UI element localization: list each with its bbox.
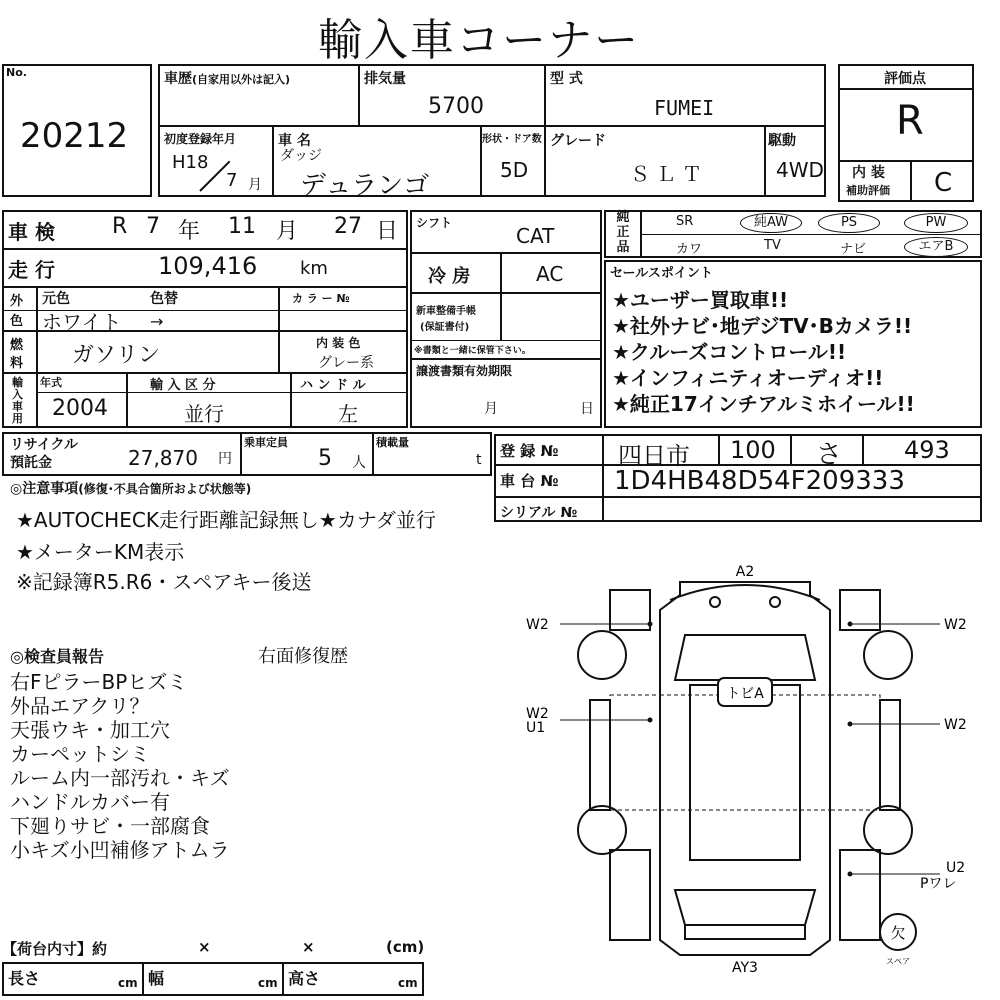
diagram-pwa: Pワレ — [920, 876, 957, 892]
chassis-label: 車 台 № — [500, 472, 559, 490]
serial-label: シリアル № — [500, 505, 578, 521]
import-year-label: 年式 — [40, 376, 62, 389]
first-reg-era: H18 — [172, 152, 209, 173]
diagram-w2-right-mid: W2 — [944, 717, 967, 733]
score-label: 評価点 — [884, 71, 926, 87]
inspection-month-unit: 月 — [276, 219, 299, 244]
import-type-label: 輸 入 区 分 — [150, 378, 216, 393]
import-label-2: 入 — [12, 388, 23, 401]
fuel-label-1: 燃 — [10, 338, 24, 353]
page-title: 輸入車コーナー — [318, 15, 640, 66]
car-maker: ダッジ — [280, 148, 322, 164]
interior-color-value: グレー系 — [318, 355, 374, 371]
sales-point-1: ★ユーザー買取車!! — [612, 288, 789, 312]
transfer-day-unit: 日 — [580, 401, 594, 417]
cargo-width-cm: cm — [258, 976, 278, 990]
equip-airbag: エアB — [904, 237, 968, 257]
shift-value: CAT — [516, 224, 555, 248]
import-label-1: 輸 — [12, 376, 23, 389]
ac-label: 冷 房 — [428, 266, 471, 287]
handle-value: 左 — [338, 402, 358, 426]
diagram-a2: A2 — [735, 564, 755, 580]
interior-color-label: 内 装 色 — [316, 336, 361, 350]
equip-pw: PW — [904, 213, 968, 233]
note-line-2: ★メーターKM表示 — [16, 540, 185, 564]
equip-ps: PS — [818, 213, 880, 233]
capacity-value: 5 — [318, 446, 332, 471]
inspection-label: 車 検 — [8, 220, 55, 244]
equipment-label: 純正品 — [616, 210, 630, 255]
diagram-ay3: AY3 — [732, 960, 758, 976]
car-name-label: 車 名 — [278, 133, 311, 149]
inspector-repair: 右面修復歴 — [258, 646, 348, 667]
cargo-box — [2, 962, 424, 996]
diagram-spare-mark: 欠 — [890, 924, 906, 942]
notes-header: ◎注意事項(修復･不具合箇所および状態等) — [10, 481, 252, 497]
cargo-unit: (cm) — [386, 938, 425, 956]
inspection-era: R — [112, 214, 128, 239]
load-unit: t — [476, 452, 482, 468]
inspection-day: 27 — [334, 214, 362, 239]
sales-point-3: ★クルーズコントロール!! — [612, 340, 847, 364]
color-code-label: カ ラ ー № — [292, 292, 350, 305]
transfer-docs-label: 譲渡書類有効期限 — [416, 364, 513, 378]
inspection-month: 11 — [228, 214, 256, 239]
cargo-x1: × — [198, 938, 211, 956]
diagram-w2-left-mid: W2 — [526, 706, 549, 722]
color-change-label: 色替 — [150, 291, 178, 307]
ac-value: AC — [536, 262, 564, 286]
cargo-width: 幅 — [148, 969, 165, 988]
equip-tv: TV — [764, 238, 781, 253]
import-label-3: 車 — [12, 400, 23, 413]
import-type: 並行 — [184, 402, 224, 426]
diagram-w2-right-top: W2 — [944, 617, 967, 633]
grade-value: ＳＬＴ — [630, 162, 708, 186]
first-reg-month-unit: 月 — [248, 177, 262, 193]
car-name: デュランゴ — [300, 171, 430, 201]
doors-label: 形状・ドア数 — [482, 134, 542, 145]
diagram-u2: U2 — [946, 860, 966, 876]
inspector-line-6: ハンドルカバー有 — [10, 790, 170, 814]
inspection-year-unit: 年 — [178, 219, 201, 244]
import-year: 2004 — [52, 396, 108, 421]
equip-leather: カワ — [676, 242, 703, 257]
interior-score-sub: 補助評価 — [846, 184, 890, 197]
note-line-1: ★AUTOCHECK走行距離記録無し★カナダ並行 — [16, 508, 436, 532]
sales-point-5: ★純正17インチアルミホイール!! — [612, 392, 915, 416]
color-arrow: → — [150, 312, 164, 331]
recycle-label-1: リサイクル — [10, 437, 79, 453]
color-label-2: 色 — [10, 314, 24, 329]
transfer-month-unit: 月 — [484, 401, 498, 417]
lot-number: 20212 — [20, 116, 129, 156]
drive-label: 駆動 — [768, 133, 796, 149]
inspector-header: ◎検査員報告 — [10, 647, 104, 666]
color-label-1: 外 — [10, 294, 24, 309]
score-value: R — [896, 98, 924, 144]
warranty-label-2: (保証書付) — [420, 322, 470, 333]
diagram-tobi: トビA — [726, 686, 764, 702]
inspector-line-1: 右FピラーBPヒズミ — [10, 670, 188, 694]
diagram-spare-label: スペア — [886, 957, 910, 966]
inspection-year: 7 — [146, 214, 160, 239]
diagram-u1: U1 — [526, 720, 546, 736]
mileage-value: 109,416 — [158, 252, 258, 280]
interior-score-value: C — [934, 168, 953, 198]
inspector-line-2: 外品エアクリ？ — [10, 694, 150, 718]
first-reg-month: 7 — [226, 170, 238, 191]
registration-city: 四日市 — [618, 442, 690, 470]
inspector-line-4: カーペットシミ — [10, 742, 150, 766]
color-value: ホワイト — [42, 310, 122, 334]
registration-class: 100 — [730, 436, 776, 464]
mileage-label: 走 行 — [8, 258, 55, 282]
note-line-3: ※記録簿R5.R6・スペアキー後送 — [16, 570, 312, 594]
inspector-line-5: ルーム内一部汚れ・キズ — [10, 766, 230, 790]
equip-pure-aw: 純AW — [740, 213, 802, 233]
color-orig-label: 元色 — [42, 291, 70, 307]
inspector-line-3: 天張ウキ・加工穴 — [10, 718, 170, 742]
drive-value: 4WD — [776, 158, 824, 182]
grade-label: グレード — [550, 133, 606, 149]
chassis-value: 1D4HB48D54F209333 — [614, 466, 905, 496]
registration-label: 登 録 № — [500, 442, 559, 460]
capacity-unit: 人 — [352, 455, 366, 471]
interior-score-label: 内 装 — [852, 165, 885, 181]
doors-value: 5D — [500, 158, 529, 182]
cargo-height-cm: cm — [398, 976, 418, 990]
cargo-height: 高さ — [288, 969, 321, 988]
sales-point-4: ★インフィニティオーディオ!! — [612, 366, 884, 390]
diagram-w2-left-top: W2 — [526, 617, 549, 633]
sales-points-label: セールスポイント — [610, 266, 713, 281]
registration-number: 493 — [904, 436, 950, 464]
inspector-line-8: 小キズ小凹補修アトムラ — [10, 838, 230, 862]
import-label-4: 用 — [12, 412, 23, 425]
fuel-value: ガソリン — [72, 343, 161, 368]
sales-point-2: ★社外ナビ･地デジTV･Bカメラ!! — [612, 314, 913, 338]
model-label: 型 式 — [550, 71, 583, 87]
cargo-length-cm: cm — [118, 976, 138, 990]
history-label: 車歴(自家用以外は記入) — [164, 71, 291, 87]
equip-sr: SR — [676, 214, 694, 229]
inspector-line-7: 下廻りサビ・一部腐食 — [10, 814, 210, 838]
equip-navi: ナビ — [840, 242, 867, 257]
mileage-unit: km — [300, 258, 328, 279]
registration-kana: さ — [816, 440, 843, 470]
warranty-label-1: 新車整備手帳 — [416, 306, 476, 317]
displacement-value: 5700 — [428, 94, 484, 119]
first-reg-label: 初度登録年月 — [164, 132, 237, 146]
recycle-label-2: 預託金 — [10, 455, 52, 471]
cargo-x2: × — [302, 938, 315, 956]
load-label: 積載量 — [376, 436, 409, 449]
displacement-label: 排気量 — [364, 71, 406, 87]
inspection-day-unit: 日 — [376, 219, 399, 244]
capacity-label: 乗車定員 — [244, 436, 288, 449]
shift-label: シフト — [416, 216, 453, 230]
model-value: FUMEI — [654, 96, 715, 120]
car-damage-diagram — [510, 560, 990, 980]
recycle-value: 27,870 — [128, 446, 198, 470]
recycle-unit: 円 — [218, 451, 232, 467]
handle-label: ハ ン ド ル — [300, 378, 366, 393]
cargo-length: 長さ — [8, 969, 41, 988]
lot-label: No. — [6, 66, 27, 79]
fuel-label-2: 料 — [10, 356, 24, 371]
cargo-header: 【荷台内寸】約 — [2, 940, 108, 958]
warranty-note: ※書類と一緒に保管下さい。 — [414, 346, 531, 356]
